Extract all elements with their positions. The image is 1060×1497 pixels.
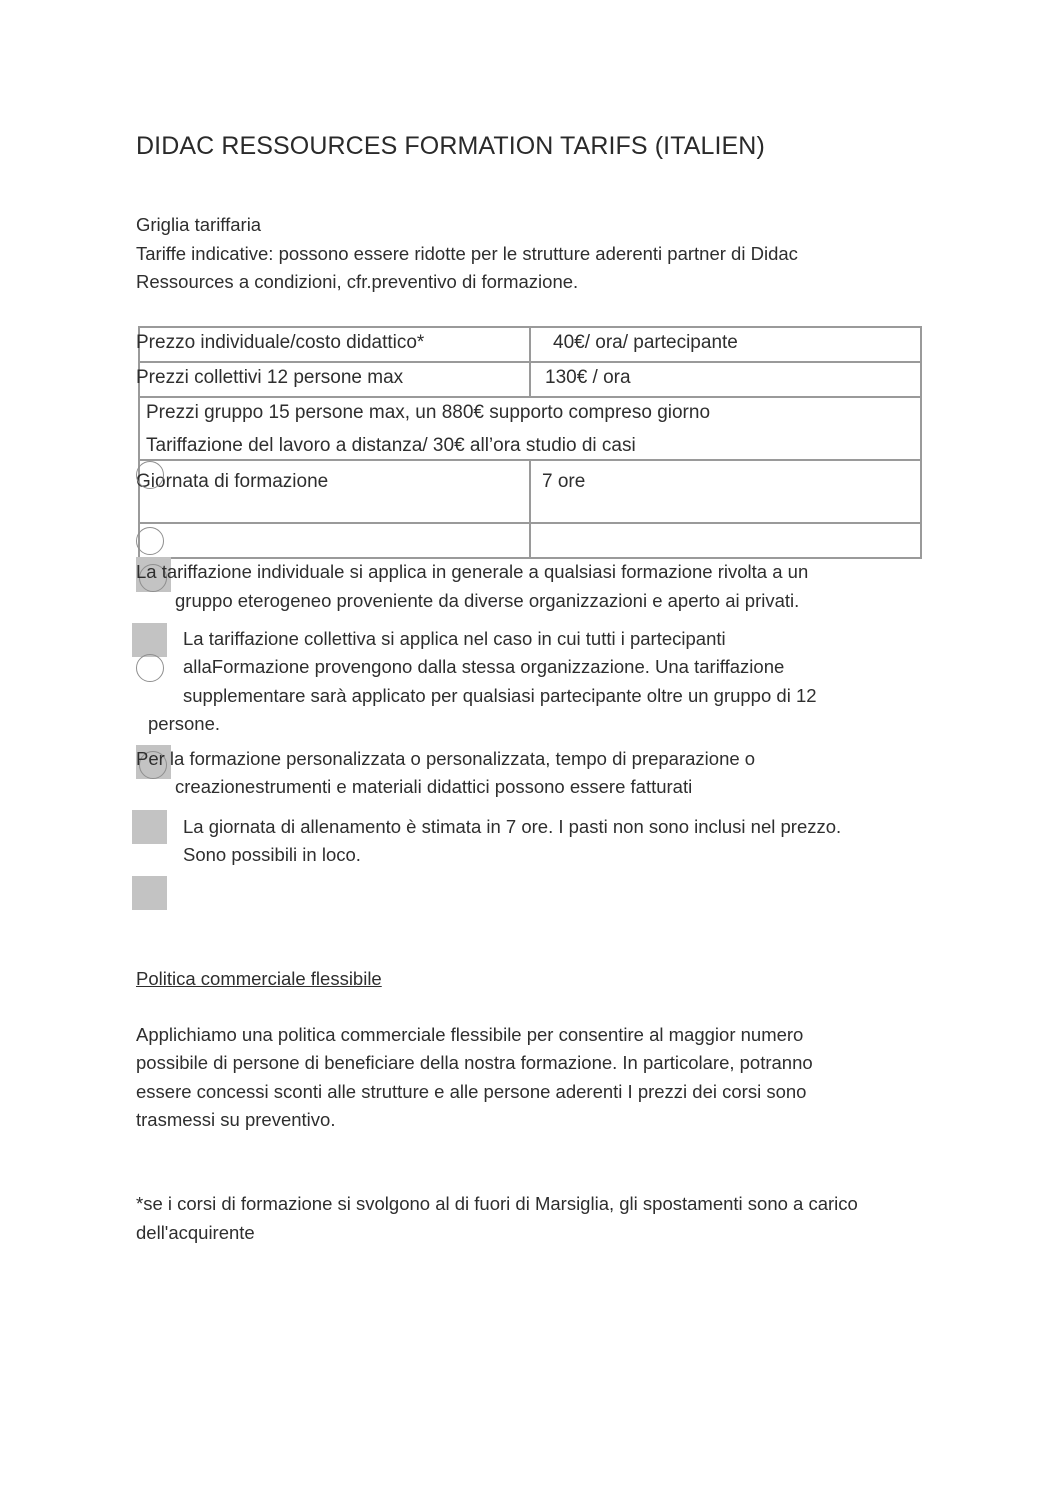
note-day-line-2: Sono possibili in loco. [183, 844, 361, 865]
document-title: DIDAC RESSOURCES FORMATION TARIFS (ITALIEN) [136, 132, 765, 160]
gray-square-artifact [132, 810, 167, 844]
note-custom-line-2: creazionestrumenti e materiali didattici possono essere fatturati [175, 776, 693, 797]
note-day-line-1: La giornata di allenamento è stimata in 7 ore. I pasti non sono inclusi nel prezzo. [183, 816, 842, 837]
footnote-line-2: dell'acquirente [136, 1222, 255, 1243]
intro-heading: Griglia tariffaria [136, 214, 262, 235]
note-individual-line-1: La tariffazione individuale si applica in generale a qualsiasi formazione rivolta a un [136, 561, 809, 582]
policy-heading: Politica commerciale flessibile [136, 968, 382, 989]
gray-square-artifact [132, 876, 167, 910]
table-cell-label: Giornata di formazione [136, 471, 329, 492]
note-collective-line-1: La tariffazione collettiva si applica nel caso in cui tutti i partecipanti [183, 628, 726, 649]
table-border-right [920, 326, 922, 559]
gray-square-artifact [132, 623, 167, 657]
note-collective-line-2: allaFormazione provengono dalla stessa organizzazione. Una tariffazione [183, 656, 785, 677]
policy-line-2: possibile di persone di beneficiare della nostra formazione. In particolare, potranno [136, 1052, 813, 1073]
table-cell-label: Tariffazione del lavoro a distanza/ 30€ all’ora studio di casi [146, 435, 636, 456]
policy-line-1: Applichiamo una politica commerciale flessibile per consentire al maggior numero [136, 1024, 804, 1045]
policy-line-4: trasmessi su preventivo. [136, 1109, 336, 1130]
table-column-divider [529, 326, 531, 398]
circle-artifact [136, 654, 164, 682]
circle-artifact [136, 527, 164, 555]
table-cell-value: 7 ore [542, 471, 586, 492]
intro-line-2: Ressources a condizioni, cfr.preventivo di formazione. [136, 271, 579, 292]
note-collective-line-4: persone. [148, 713, 220, 734]
table-cell-value: 40€/ ora/ partecipante [553, 332, 738, 353]
note-individual-line-2: gruppo eterogeneo proveniente da diverse organizzazioni e aperto ai privati. [175, 590, 800, 611]
table-cell-label: Prezzi gruppo 15 persone max, un 880€ supporto compreso giorno [146, 402, 711, 423]
table-border-left [138, 326, 140, 559]
table-cell-label: Prezzo individuale/costo didattico* [136, 332, 425, 353]
table-column-divider [529, 459, 531, 559]
circle-artifact [136, 461, 164, 489]
table-cell-value: 130€ / ora [545, 367, 631, 388]
intro-line-1: Tariffe indicative: possono essere ridotte per le strutture aderenti partner di Didac [136, 243, 798, 264]
policy-line-3: essere concessi sconti alle strutture e alle persone aderenti I prezzi dei corsi sono [136, 1081, 807, 1102]
footnote-line-1: *se i corsi di formazione si svolgono al di fuori di Marsiglia, gli spostamenti sono a carico [136, 1193, 858, 1214]
note-collective-line-3: supplementare sarà applicato per qualsiasi partecipante oltre un gruppo di 12 [183, 685, 817, 706]
note-custom-line-1: Per la formazione personalizzata o personalizzata, tempo di preparazione o [136, 748, 756, 769]
table-cell-label: Prezzi collettivi 12 persone max [136, 367, 404, 388]
